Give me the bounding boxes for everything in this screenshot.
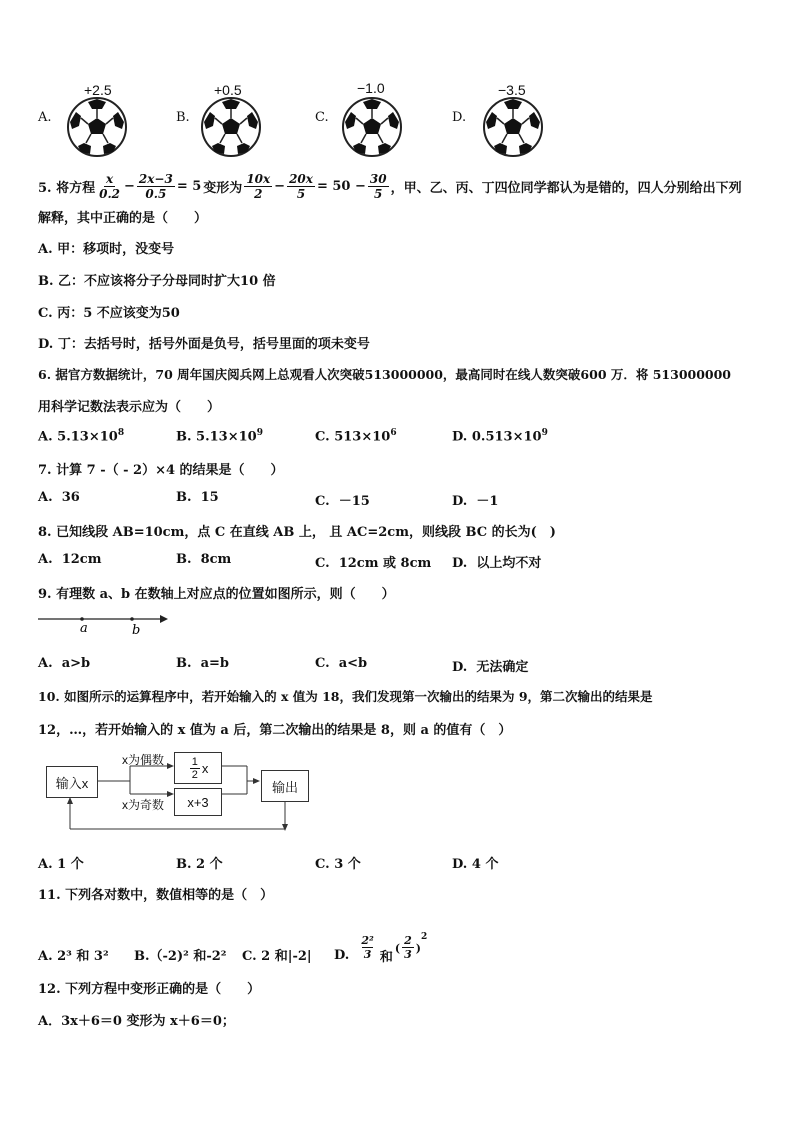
q8-stem: 8. 已知线段 AB=10cm，点 C 在直线 AB 上， 且 AC=2cm，则线段 BC 的长为( ) [38,525,556,540]
q10-line1: 10. 如图所示的运算程序中，若开始输入的 x 值为 18，我们发现第一次输出的结果为 9，第二次输出的结果是 [38,689,653,704]
q5-stem [38,172,742,201]
q11-option-b: B.（-2)² 和-2² [134,949,227,964]
q5-frac-3: $\frac{10x}{2}$ [246,172,271,201]
q4-option-c-label: C. [315,110,329,125]
q5-frac-2: $\frac{2x-3}{0.5}$ [138,172,173,201]
q10-option-b: B. 2 个 [176,857,223,872]
q8-option-d: D. 以上均不对 [452,556,542,571]
number-line-figure [36,610,176,636]
arrow-right-icon [160,615,168,623]
flow-output-box: 输出 [261,770,309,802]
q9-option-c: C. a<b [315,656,368,671]
point-b-label: b [132,623,141,636]
q5-option-d: D. 丁：去括号时，括号外面是负号，括号里面的项未变号 [38,337,370,352]
q4-option-d-label: D. [452,110,467,125]
q4-option-b-value: +0.5 [214,82,242,98]
q6-option-a: A. $5.13\times 10^8$ [38,428,125,445]
point-b [130,617,134,621]
q6-line1: 6. 据官方数据统计，70 周年国庆阅兵网上总观看人次突破513000000，最高同时在线人数突破600 万．将 513000000 [38,367,732,382]
q10-line2: 12，…，若开始输入的 x 值为 a 后，第二次输出的结果是 8，则 a 的值有（ ） [38,723,512,738]
q11-option-c: C. 2 和|-2| [242,949,312,964]
q5-minus-2: − [274,179,286,194]
q9-stem: 9. 有理数 a、b 在数轴上对应点的位置如图所示，则（ ） [38,587,395,602]
q5-frac-1: $\frac{x}{0.2}$ [99,172,120,201]
q7-option-c: C. －15 [315,494,370,509]
q5-option-c: C. 丙：5 不应该变为50 [38,306,180,321]
q6-option-c: C. $513\times 10^6$ [315,428,397,445]
q7-option-d: D. －1 [452,494,499,509]
q5-option-a: A. 甲：移项时，没变号 [38,242,175,257]
q8-option-c: C. 12cm 或 8cm [315,556,432,571]
flow-plus3-box: x+3 [174,788,222,816]
q5-minus-1: − [124,179,135,194]
q7-stem: 7. 计算 7 -（ - 2）×4 的结果是（ ） [38,463,284,478]
soccer-ball-icon [482,96,544,158]
q6-line2: 用科学记数法表示应为（ ） [38,400,221,415]
q8-option-b: B. 8cm [176,552,232,567]
soccer-ball-icon [200,96,262,158]
q9-option-d: D. 无法确定 [452,660,529,675]
q11-option-a: A. 2³ 和 3² [38,949,109,964]
q5-mid: 变形为 [203,181,243,196]
q11-stem: 11. 下列各对数中，数值相等的是（ ） [38,888,274,903]
q12-option-a: A．3x＋6＝0 变形为 x＋6＝0； [38,1014,235,1029]
q7-option-b: B. 15 [176,490,219,505]
q9-option-b: B. a=b [176,656,229,671]
q7-option-a: A. 36 [38,490,80,505]
q8-option-a: A. 12cm [38,552,102,567]
q10-option-d: D. 4 个 [452,857,499,872]
point-a-label: a [80,621,88,636]
flow-input-box: 输入x [46,766,98,798]
q5-tail: ，甲、乙、丙、丁四位同学都认为是错的，四人分别给出下列 [390,181,742,196]
q5-frac-5: $\frac{30}{5}$ [369,172,387,201]
q10-option-c: C. 3 个 [315,857,361,872]
q4-option-d-value: −3.5 [498,82,526,98]
q4-option-b-label: B. [176,110,190,125]
q9-option-a: A. a>b [38,656,91,671]
flow-half-box: $\frac{1}{2}$ x [174,752,222,784]
soccer-ball-icon [66,96,128,158]
q6-option-d: D. $0.513\times 10^9$ [452,428,548,445]
q4-option-a-value: +2.5 [84,82,112,98]
q5-line2: 解释，其中正确的是（ ） [38,211,208,226]
q5-prefix: 5. 将方程 [38,181,96,196]
q12-stem: 12. 下列方程中变形正确的是（ ） [38,982,261,997]
q5-frac-4: $\frac{20x}{5}$ [289,172,313,201]
flow-even-caption: x为偶数 [122,753,165,767]
q5-rhs: = 5 [176,179,202,194]
q4-option-a-label: A. [38,110,52,125]
q5-option-b: B. 乙：不应该将分子分母同时扩大10 倍 [38,274,276,289]
q6-option-b: B. $5.13\times 10^9$ [176,428,263,445]
flow-odd-caption: x为奇数 [122,798,165,812]
q5-mid-rhs: = 50 − [316,179,366,194]
soccer-ball-icon [341,96,403,158]
q11-option-d: D. $\frac{\text{2²}}{3}$ 和 ( $\frac{2}{3}$ ) 2 [334,932,428,965]
q4-option-c-value: −1.0 [357,80,385,96]
q10-option-a: A. 1 个 [38,857,84,872]
